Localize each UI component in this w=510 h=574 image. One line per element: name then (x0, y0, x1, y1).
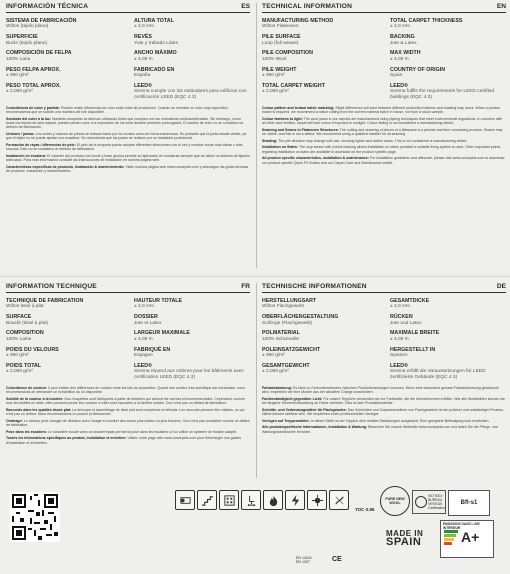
qr-code[interactable] (10, 492, 60, 542)
spec-grid (6, 298, 250, 381)
spec-label: BACKING (390, 34, 415, 41)
note-text: El pelo de la moqueta puede adoptar diferentes direcciones con el uso y mostrar zonas más claras o más oscuras. Esto no se considera un defecto de fabricación. (6, 143, 243, 152)
note-text: Es kann zu Farbunterschieden zwischen Produktionschargen kommen. Wenn eine besonders genaue Farbabstimmung gewünscht wird, empfehlen wir eine Muster aus der aktuellen Charge anzufordern. (262, 385, 499, 395)
note-paragraph (6, 386, 250, 395)
note-heading: Solidité de la couleur à la lumière: (6, 396, 64, 401)
spec-item (6, 67, 134, 79)
note-heading: Toutes les informations spécifiques au produit, installation et entretien: (6, 436, 127, 441)
spec-item (134, 347, 250, 359)
note-text: Das Schneiden und Zusammennähen von Flachgeweben ist ein präziser und aufwändiger Prozess. Nähte können sichtbar sein. Wir empfehlen einen professionellen Verleger. (262, 407, 504, 417)
tech-info-panel-es (6, 3, 250, 176)
spec-label: PESO FELPA APROX. (6, 66, 61, 73)
spec-item (390, 50, 506, 62)
spec-item (6, 18, 134, 30)
note-heading: Verlegen auf Treppenstufen: (262, 418, 310, 423)
panel-header (262, 283, 506, 293)
spec-label: TOTAL CARPET THICKNESS (390, 18, 463, 24)
spec-value: España (134, 73, 151, 79)
office-use-icon (219, 490, 239, 510)
spec-value: Jute und Latex (390, 320, 422, 326)
note-text: Besuchen Sie unsere Webseite www.nocarpets.com und laden Sie die Pflege- und Wartungshandbücher herunter. (262, 425, 498, 434)
iso-certification-badge (412, 490, 446, 514)
note-paragraph (262, 408, 506, 417)
spain-text: SPAIN (386, 536, 422, 548)
spec-item (134, 18, 250, 30)
en-standard-codes (296, 556, 312, 565)
en-code-line: EN 1307 (296, 560, 310, 565)
note-paragraph (262, 419, 506, 423)
note-heading: Alle produktspezifische Informationen, Installation & Wartung: (262, 425, 368, 430)
spec-item (6, 314, 134, 326)
note-text: El carácter del producto con bucle y base gruesa permite su aplicación en escaleras siempre que se utilice un sistema de fijación adecuado. Para más información consulte las instrucciones de instalación en nuestra página web. (6, 154, 250, 163)
en-code-line: EN 14041 (296, 556, 312, 560)
language-code: FR (241, 283, 250, 290)
spec-label: GESAMTGEWICHT (262, 362, 310, 369)
notes-section (6, 106, 250, 174)
burn-icon (263, 490, 283, 510)
spec-value: Serena fulfils the requirements for LEED certified buildings (EQC 4.3) (390, 89, 494, 101)
spec-label: REVÉS (134, 34, 152, 41)
spec-label: DOSSIER (134, 314, 158, 321)
note-heading: Raccords dans les qualités tissés plat: (6, 407, 72, 412)
note-heading: Shading: (262, 138, 278, 143)
panel-header (6, 3, 250, 13)
note-text: Für unsere Teppiche verwenden wir nur Farbstoffe, die die Umweltnormen erfüllen. Wie alle Wolltextilien können sie bei längerer Sonneneinstrahlung an Farbe verlieren. Dies ist kein Produktionsfehler. (262, 396, 505, 406)
spec-value: ± 4,00 m (134, 56, 153, 62)
spec-label: FABRICADO EN (134, 66, 175, 73)
spec-label: LEED® (134, 362, 153, 369)
spec-value: ± 4,00 m (134, 336, 153, 342)
made-in-spain-logo (386, 530, 423, 546)
spec-value: Bouclé (tissé à plat) (6, 320, 49, 326)
spec-item (390, 18, 506, 30)
note-text: La découpe et assemblage de tissé plat sont complexes et délicats. Les raccords peuvent être visibles, ce qui n'est pas un défaut. Nous recommandons un poseur professionnel. (6, 407, 245, 417)
spec-label: PESO TOTAL APROX. (6, 82, 61, 89)
notes-section (262, 386, 506, 434)
aplus-grade: A+ (461, 529, 480, 545)
bureau-veritas-icon (415, 496, 427, 508)
spec-item (134, 363, 250, 381)
spec-label: LEED® (390, 362, 409, 369)
note-text: Visitez notre page web www.nocarpets.com pour télécharger nos guides d'installation et d'entretien. (6, 436, 242, 445)
spec-item (6, 363, 134, 381)
column-divider-bottom (256, 283, 257, 478)
note-text: Los cortes y uniones de piezas se realizan tanto por los bordes como de forma transversal. Es probable que la junta resulte visible, ya que el tejido no se puede ajustar con exactitud. Se recomienda que las juntas se realicen por un instalador profesional. (6, 132, 247, 141)
panel-title: INFORMATION TECHNIQUE (6, 283, 97, 290)
note-paragraph (6, 408, 250, 417)
spec-label: MANUFACTURING METHOD (262, 18, 334, 24)
panel-header (262, 3, 506, 13)
stairs-icon (197, 490, 217, 510)
note-paragraph (6, 132, 250, 141)
panel-title: TECHNICAL INFORMATION (262, 3, 353, 10)
panel-title: INFORMACIÓN TÉCNICA (6, 3, 89, 10)
note-paragraph (6, 419, 250, 428)
note-paragraph (6, 165, 250, 174)
spec-label: PILE SURFACE (262, 34, 301, 41)
aplus-emissions-label: ÉMISSIONS DANS L'AIR INTÉRIEUR (443, 522, 480, 530)
column-divider-top (256, 3, 257, 268)
note-paragraph (6, 397, 250, 406)
note-text: For installation guidelines and aftercare, please visit www.nocarpets.com to download our product specific Quick Fit Guides and our Carpet Care and Maintenance leaflet. (262, 156, 505, 165)
spec-label: OBERFLÄCHENGESTALTUNG (262, 314, 339, 321)
spec-item (262, 347, 390, 359)
spec-value: ± 900 g/m² (262, 353, 285, 359)
spec-grid (262, 298, 506, 381)
spec-value: ± 900 g/m² (6, 73, 29, 79)
note-paragraph (262, 128, 506, 137)
spec-value: 100% Laine (6, 336, 32, 342)
spec-label: HAUTEUR TOTALE (134, 298, 183, 304)
spec-label: COUNTRY OF ORIGIN (390, 66, 446, 73)
spec-item (262, 298, 390, 310)
tech-info-panel-fr (6, 283, 250, 447)
spec-value: ± 4,00 m (390, 336, 409, 342)
spec-item (262, 34, 390, 46)
note-heading: Colour fastness to light: (262, 116, 303, 121)
spec-value: ± 2.000 g/m² (6, 369, 33, 375)
spec-item (390, 314, 506, 326)
note-text: Il peut exister des différences de couleur entre les lots de production. Quand une couleur très spécifique est nécessaire, nous recommandons de demander un échantillon du lot disponible. (6, 385, 245, 395)
spec-value: ± 4,0 mm (134, 304, 154, 310)
antimicrobial-icon (307, 490, 327, 510)
note-heading: Farbbeständigkeit gegenüber Licht: (262, 396, 323, 401)
spec-value: ± 4,0 mm (390, 304, 410, 310)
tech-info-panel-en (262, 3, 506, 167)
note-paragraph (6, 430, 250, 434)
spec-item (390, 347, 506, 359)
note-paragraph (262, 156, 506, 165)
spec-value: Espagne (134, 353, 153, 359)
spec-label: MAX WIDTH (390, 50, 421, 57)
spec-value: 100% Wool (262, 56, 287, 62)
spec-item (390, 330, 506, 342)
spec-label: POIDS DU VELOURS (6, 346, 59, 353)
note-heading: Schnitte- und Verbindungsnähte für Flachgewebe: (262, 407, 347, 412)
note-text: Le velours peut changer de direction avec l'usage et montrer des zones plus claires ou plus foncées. Ceci n'est pas considéré comme un défaut de fabrication. (6, 418, 250, 428)
spec-value: 100% Lana (6, 56, 31, 62)
note-heading: Instalación en escalera: (6, 154, 47, 159)
spec-value: Wilton (tejido plano) (6, 24, 49, 30)
usage-icons (175, 490, 349, 510)
spec-label: PILE WEIGHT (262, 66, 297, 73)
spec-item (390, 67, 506, 79)
note-text: Nos moquettes sont fabriquées à partir de teintures qui suivent les normes environnementales. Cependant, comme tous les textiles en laine, elles peuvent perdre leur couleur si elles sont exposées à la lumière solaire. Ceci n'est pas un défaut de fabrication. (6, 396, 246, 406)
spec-item (390, 34, 506, 46)
spec-label: ALTURA TOTAL (134, 18, 174, 24)
spec-value: ± 2.000 g/m² (262, 89, 289, 95)
spec-item (6, 330, 134, 342)
spec-label: LEED® (390, 82, 409, 89)
spec-label: TECHNIQUE DE FABRICATION (6, 298, 84, 304)
euroclass-label: Bfl-s1 (460, 500, 478, 506)
pure-new-wool-badge (380, 486, 410, 516)
note-heading: Sombras del color a la luz: (6, 116, 51, 121)
spec-label: LEED® (134, 82, 153, 89)
thermal-icon (329, 490, 349, 510)
note-text: The loop weave with a thick backing allows installation on stairs provided a suitable fixing system is used. Other important points regarding installation on stairs are available to download on the product specific page. (262, 145, 501, 154)
spec-label: RÜCKEN (390, 314, 413, 321)
spec-label: TOTAL CARPET WEIGHT (262, 82, 325, 89)
spec-label: COMPOSICIÓN DE FELPA (6, 50, 72, 57)
note-text: Pueden existir diferencias de color entre lotes de producción. Cuando se necesite un color muy específico, recomendamos que se solicite una muestra del lote disponible. (6, 105, 229, 115)
spec-value: ± 900 g/m² (262, 73, 285, 79)
spec-item (134, 50, 250, 62)
notes-section (6, 386, 250, 445)
spec-item (6, 83, 134, 101)
spec-value: Serena répond aux critères pour les bâtiments avec certification LEED (EQC 4.3) (134, 369, 244, 381)
note-text: Nuestras moquetas se fabrican utilizando tintes que cumplen con las normativas medioambientales. Sin embargo, como todos los tejidos de lana natural, pueden perder color a la exposición de luz solar durante periodos prolongados. El cambio de color no se considera un defecto de fabricación. (6, 116, 244, 130)
roll-icon (175, 490, 195, 510)
spec-value: ± 900 g/m² (6, 353, 29, 359)
note-heading: Formación de rayas / diferencias de pelo: (6, 143, 76, 148)
note-paragraph (262, 139, 506, 143)
note-paragraph (262, 117, 506, 126)
note-heading: Farbabstimmung: (262, 385, 292, 390)
ce-mark: CE (332, 556, 342, 563)
note-paragraph (6, 143, 250, 152)
spec-label: COMPOSITION (6, 330, 44, 337)
spec-label: POIDS TOTAL (6, 362, 42, 369)
note-text: In dieser Stelle ist der Teppich dem meisten Belastungen ausgesetzt. Eine geeignete Befestigung wird empfohlen. (310, 418, 490, 423)
spec-item (262, 18, 390, 30)
iso-label: ISO 9001 · BUREAU VERITAS Certification (428, 494, 446, 510)
note-text: The pile direction may change with use, showing lighter and darker areas. This is not considered a manufacturing defect. (278, 138, 468, 143)
tech-info-panel-de (262, 283, 506, 436)
note-paragraph (262, 425, 506, 434)
note-paragraph (262, 106, 506, 115)
note-paragraph (262, 145, 506, 154)
spec-item (6, 298, 134, 310)
spec-item (262, 330, 390, 342)
static-icon (285, 490, 305, 510)
spec-label: HERGESTELLT IN (390, 346, 436, 353)
spec-value: Bucle (tejido plano) (6, 40, 48, 46)
spec-label: SURFACE (6, 314, 32, 321)
spec-item (134, 330, 250, 342)
spec-label: HERSTELLUNGSART (262, 298, 317, 304)
spec-value: Spain (390, 73, 403, 79)
spec-item (134, 34, 250, 46)
notes-section (262, 106, 506, 165)
spec-value: Jute et Latex (134, 320, 162, 326)
spec-label: POLEINSATZGEWICHT (262, 346, 321, 353)
note-heading: Coïncidence de couleur: (6, 385, 48, 390)
spec-value: ± 2.000 g/m² (6, 89, 33, 95)
note-paragraph (6, 106, 250, 115)
note-paragraph (6, 117, 250, 130)
spec-label: FABRIQUÉ EN (134, 346, 171, 353)
note-paragraph (262, 397, 506, 406)
spec-label: ANCHO MÁXIMO (134, 50, 177, 57)
pure-new-wool-label: PURE NEW WOOL (385, 497, 405, 505)
spec-item (390, 363, 506, 381)
spec-item (262, 314, 390, 326)
language-code: EN (496, 3, 506, 10)
note-paragraph (262, 386, 506, 395)
spec-value: Schlinge (Flachgewebt) (262, 320, 313, 326)
spec-label: PILE COMPOSITION (262, 50, 313, 57)
made-in-text: MADE IN (386, 529, 424, 538)
spec-label: SUPERFICIE (6, 34, 38, 41)
spec-item (6, 50, 134, 62)
spec-label: SISTEMA DE FABRICACIÓN (6, 18, 77, 24)
spec-item (262, 83, 390, 101)
euroclass-badge (448, 490, 490, 516)
spec-value: Spanien (390, 353, 408, 359)
aplus-emissions-badge (440, 520, 494, 558)
spec-item (6, 347, 134, 359)
castor-chair-icon (241, 490, 261, 510)
spec-value: ± 2.000 g/m² (262, 369, 289, 375)
spec-value: Wilton tissé à plat (6, 304, 44, 310)
spec-item (6, 34, 134, 46)
spec-value: Wilton Flatwoven (262, 24, 299, 30)
note-heading: Installation on Stairs: (262, 145, 299, 150)
spec-value: ± 4,00 m (390, 56, 409, 62)
spec-value: Yute y trabado Látex (134, 40, 179, 46)
panel-title: TECHNISCHE INFORMATIONEN (262, 283, 367, 290)
note-heading: Seaming and Seams in Flatwoven Structures: (262, 127, 339, 132)
note-text: Le caractère bouclé avec un dossier épais permet la pose dans les escaliers si l'on utilise un système de fixation adapté. (48, 429, 238, 434)
note-paragraph (6, 154, 250, 163)
spec-value: ± 4,0 mm (134, 24, 154, 30)
spec-value: ± 4,0 mm (390, 24, 410, 30)
spec-item (262, 363, 390, 381)
spec-value: Loop (full weave) (262, 40, 299, 46)
note-heading: Colour pattern and textual batch matching: (262, 105, 335, 110)
note-paragraph (6, 436, 250, 445)
spec-grid (262, 18, 506, 101)
spec-item (390, 83, 506, 101)
panel-header (6, 283, 250, 293)
spec-value: Serena erfüllt die Voraussetzungen für LEED zertifizierte Gebäude (EQC 4.3) (390, 369, 486, 381)
spec-label: MAXIMALE BREITE (390, 330, 440, 337)
note-heading: Coincidencia de color y partida: (6, 105, 60, 110)
spec-value: 100% Schurwolle (262, 336, 300, 342)
spec-label: LARGEUR MAXIMALE (134, 330, 190, 337)
spec-label: POLMATERIAL (262, 330, 300, 337)
spec-item (262, 50, 390, 62)
spec-value: Jute & Latex (390, 40, 417, 46)
spec-grid (6, 18, 250, 101)
language-code: DE (496, 283, 506, 290)
spec-item (134, 314, 250, 326)
spec-item (134, 83, 250, 101)
toc-value: TOC 0.86 (355, 507, 375, 512)
note-heading: Uniones / juntas: (6, 132, 35, 137)
note-text: Slight differences will exist between different production batches and shading may occur. When a precise match is required, we recommend a batch cutting from the current material batch in house, not from a stock sample. (262, 105, 501, 115)
note-text: The cutting and seaming of pieces of a flatweave is a precise and time consuming process. Seams may be visible, and this is not a defect. We recommend using a qualified installer for all seaming. (262, 127, 503, 137)
spec-item (134, 67, 250, 79)
spec-item (134, 298, 250, 310)
note-text: Visite nuestra página web www.nocarpets.com y descargue las guías técnicas de producto, instalación y mantenimiento. (6, 165, 249, 174)
spec-value: Serena cumple con los estándares para edificios con certificación LEED (EQC 4.3) (134, 89, 247, 101)
spec-item (390, 298, 506, 310)
spec-value: Wilton Flachgewebt (262, 304, 304, 310)
fold-line (0, 276, 510, 277)
note-heading: Pose dans les escaliers: (6, 429, 48, 434)
emission-bars (444, 530, 458, 546)
note-text: The wool yarns in our carpets are manufactured using dyeing techniques that meet environmental regulations. In common with all other wool textiles, carpet will lose colour if exposed to sunlight. Colour fading is not considered a manufacturing defect. (262, 116, 503, 126)
note-heading: Ombrage: (6, 418, 23, 423)
note-heading: Características específicas de producto, instalación & mantenimiento: (6, 165, 125, 170)
language-code: ES (241, 3, 250, 10)
spec-item (262, 67, 390, 79)
note-heading: All product specific characteristics, installation & maintenance: (262, 156, 370, 161)
spec-label: GESAMTDICKE (390, 298, 430, 304)
